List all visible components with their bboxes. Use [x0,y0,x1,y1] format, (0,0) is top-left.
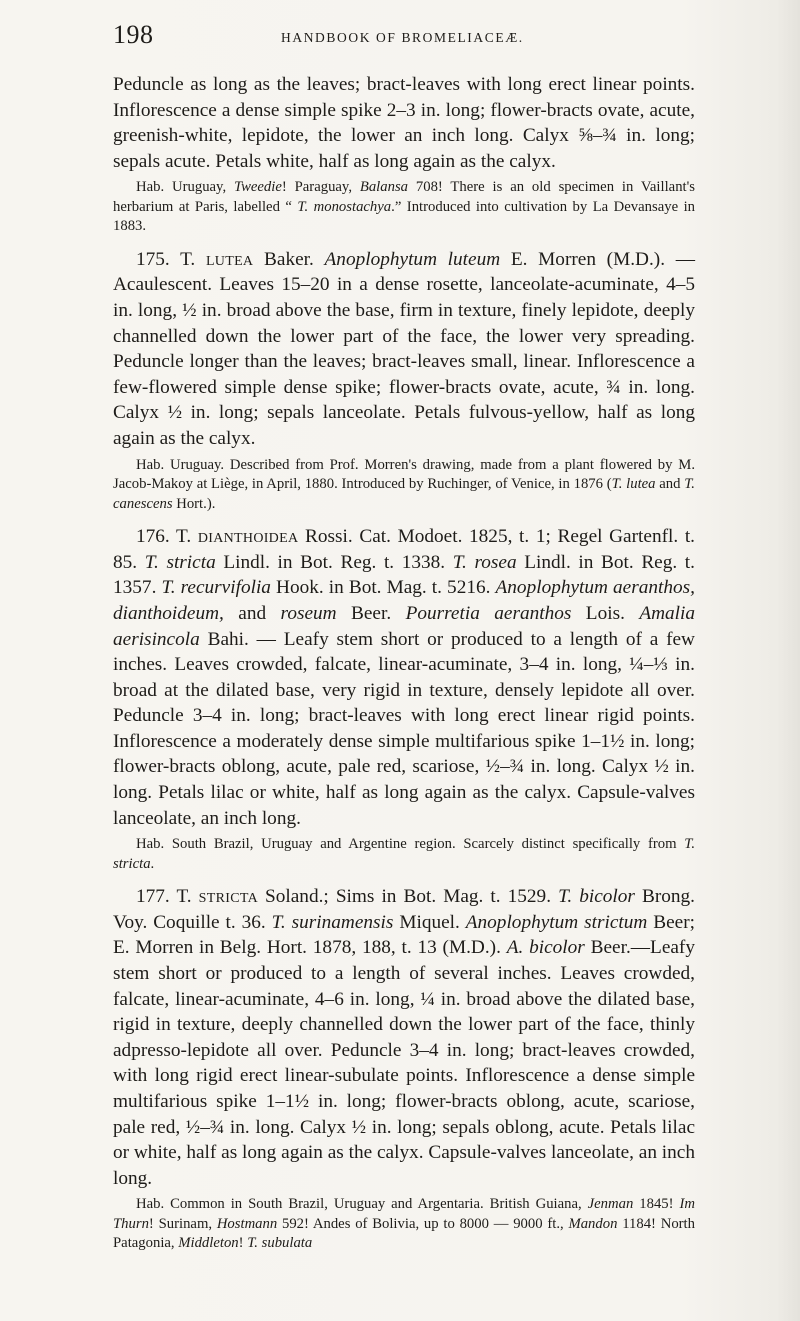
species-name: stricta [198,886,258,908]
species-name: dianthoidea [197,526,299,548]
habitat-note-177: Hab. Common in South Brazil, Uruguay and Argentaria. British Guiana, Jenman 1845! Im Thurn! Surinam, Hostmann 592! Andes of Bolivia, up to 8000 — 9000 ft., Mandon 1184! North Patagonia, Middleton! T. subulata [113,1196,695,1252]
body-text [113,72,695,1264]
entry-176-tillandsia-dianthoidea: 176. T. dianthoidea Rossi. Cat. Modoet. 1825, t. 1; Regel Gartenfl. t. 85. T. stricta Lindl. in Bot. Reg. t. 1338. T. rosea Lindl. in Bot. Reg. t. 1357. T. recurvifolia Hook. in Bot. Mag. t. 5216. Anoplophytum aeranthos, dianthoideum, and roseum Beer. Pourretia aeranthos Lois. Amalia aerisincola Bahi. — Leafy stem short or produced to a length of a few inches. Leaves crowded, falcate, linear-acuminate, 3–4 in. long, ¼–⅓ in. broad at the dilated base, very rigid in texture, densely lepidote all over. Peduncle 3–4 in. long; bract-leaves with long erect linear rigid points. Inflorescence a moderately dense simple multifarious spike 1–1½ in. long; flower-bracts oblong, acute, pale red, scariose, ½–¾ in. long. Calyx ½ in. long. Petals lilac or white, half as long again as the calyx. Capsule-valves lanceolate, an inch long. [113,526,696,829]
page-number: 198 [113,20,154,49]
habitat-note-175: Hab. Uruguay. Described from Prof. Morren's drawing, made from a plant flowered by M. Jacob-Makoy at Liège, in April, 1880. Introduced by Ruchinger, of Venice, in 1876 (T. lutea and T. canescens Hort.). [113,456,695,512]
species-name: lutea [205,248,254,270]
entry-177-tillandsia-stricta: 177. T. stricta Soland.; Sims in Bot. Mag. t. 1529. T. bicolor Brong. Voy. Coquille t. 36. T. surinamensis Miquel. Anoplophytum strictum Beer; E. Morren in Belg. Hort. 1878, 188, t. 13 (M.D.). A. bicolor Beer.—Leafy stem short or produced to a length of several inches. Leaves crowded, falcate, linear-acuminate, 4–6 in. long, ¼ in. broad above the dilated base, rigid in texture, deeply channelled down the lower part of the face, thinly adpresso-lepidote all over. Peduncle 3–4 in. long; bract-leaves crowded, with long rigid erect linear-subulate points. Inflorescence a dense simple multifarious spike 1–1½ in. long; flower-bracts oblong, acute, scariose, pale red, ½–¾ in. long. Calyx ½ in. long; sepals oblong, acute. Petals lilac or white, half as long again as the calyx. Capsule-valves lanceolate, an inch long. [113,886,696,1189]
habitat-note-176: Hab. South Brazil, Uruguay and Argentine region. Scarcely distinct specifically from T. stricta. [113,836,695,872]
page-header [113,18,693,52]
entry-175-tillandsia-lutea: 175. T. lutea Baker. Anoplophytum luteum E. Morren (M.D.). —Acaulescent. Leaves 15–20 in a dense rosette, lanceolate-acuminate, 4–5 in. long, ½ in. broad above the base, firm in texture, finely lepidote, deeply channelled down the lower part of the face, the lower very spreading. Peduncle longer than the leaves; bract-leaves small, linear. Inflorescence a few-flowered simple dense spike; flower-bracts ovate, acute, ¾ in. long. Calyx ½ in. long; sepals lanceolate. Petals fulvous-yellow, half as long again as the calyx. [113,248,696,450]
running-head: HANDBOOK OF BROMELIACEÆ. [281,30,524,45]
habitat-note-1: Hab. Uruguay, Tweedie! Paraguay, Balansa 708! There is an old specimen in Vaillant's herbarium at Paris, labelled “ T. monostachya.” Introduced into cultivation by La Devansaye in 1883. [113,179,695,235]
paragraph-peduncle: Peduncle as long as the leaves; bract-leaves with long erect linear points. Inflorescence a dense simple spike 2–3 in. long; flower-bracts ovate, acute, greenish-white, lepidote, the lower an inch long. Calyx ⅝–¾ in. long; sepals acute. Petals white, half as long again as the calyx. [113,74,695,172]
